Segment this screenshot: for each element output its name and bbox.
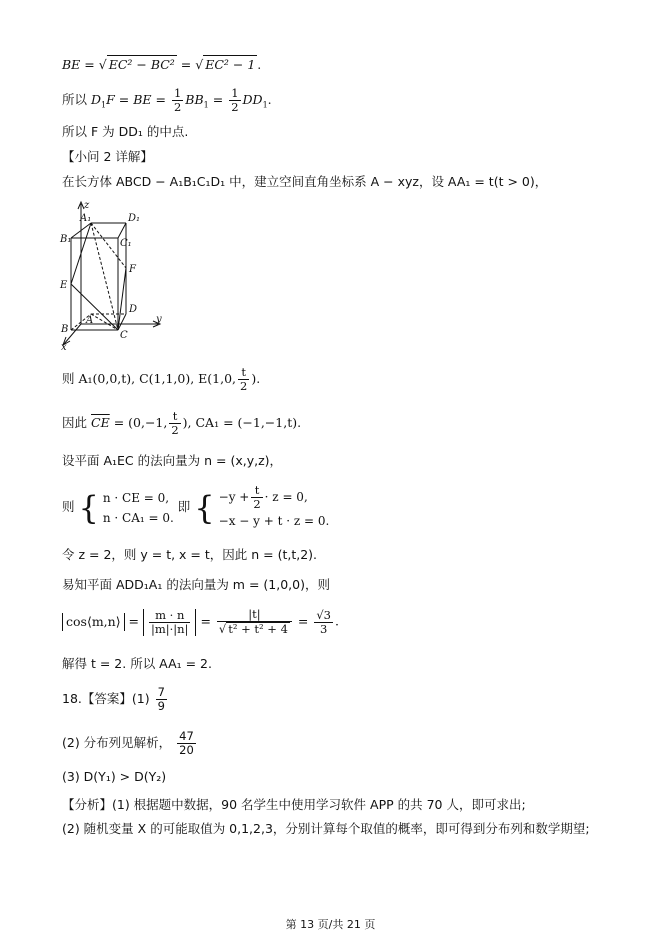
- equation-vectors: [62, 410, 301, 437]
- label-e: E: [60, 280, 68, 291]
- cos-text: cos⟨m,n⟩: [66, 614, 121, 629]
- l9-c-pre: −y +: [218, 490, 250, 504]
- line-set-z: 令 z = 2，则 y = t, x = t，因此 n = (t,t,2).: [62, 547, 318, 562]
- equation-be: BE = √ EC² − BC² = √ EC² − 1 .: [62, 57, 262, 72]
- system-2-row-2: −x − y + t · z = 0.: [218, 514, 330, 528]
- frac-den: 2: [171, 423, 179, 437]
- answer-18-part-3: (3) D(Y₁) > D(Y₂): [62, 769, 167, 784]
- l9-c-post: · z = 0,: [264, 490, 308, 504]
- label-b: B: [61, 324, 69, 335]
- label-a: A: [86, 315, 94, 326]
- system-2: [219, 484, 330, 531]
- frac-den: 20: [179, 743, 194, 757]
- equation-system: [62, 484, 329, 531]
- line-f-midpoint: 所以 F 为 DD₁ 的中点.: [62, 124, 189, 139]
- label-y: y: [156, 314, 162, 325]
- frac-den: 2: [240, 379, 248, 393]
- frac-num: t: [169, 410, 180, 424]
- abs-fraction: [143, 609, 196, 636]
- label-c1: C₁: [120, 238, 132, 249]
- answer-18-part-2: [62, 730, 198, 757]
- sqrt-2: [203, 55, 257, 74]
- label-b1: B₁: [60, 234, 72, 245]
- sqrt-den: t² + t² + 4: [228, 622, 288, 636]
- equation-points: [62, 366, 260, 393]
- frac-num: t: [238, 366, 249, 380]
- frac-num: 7: [157, 685, 165, 699]
- frac-den: 2: [231, 100, 239, 114]
- sqrt-1: [107, 55, 177, 74]
- fraction-t-2: [238, 366, 249, 393]
- frac-num: m · n: [149, 609, 190, 623]
- frac-num: 1: [173, 86, 182, 100]
- line-plane-normal: 易知平面 ADD₁A₁ 的法向量为 m = (1,0,0)，则: [62, 577, 330, 592]
- line-normal-vector: 设平面 A₁EC 的法向量为 n = (x,y,z)，: [62, 453, 283, 468]
- left-brace-1: {: [78, 488, 99, 527]
- fraction-cos-2: [217, 608, 292, 636]
- frac-den: √ t² + t² + 4: [218, 622, 288, 636]
- be-lhs: BE: [62, 57, 81, 72]
- q18-2-text: (2) 分布列见解析，: [62, 735, 172, 750]
- vector-ce: $\overline{CE}$: [91, 415, 110, 430]
- left-brace-2: {: [194, 488, 215, 527]
- analysis-2: (2) 随机变量 X 的可能取值为 0,1,2,3，分别计算每个取值的概率，即可得到分布列和数学期望;: [62, 821, 590, 836]
- system-1-row-2: n · CA₁ = 0.: [102, 510, 174, 525]
- answer-18-part-1: [62, 686, 169, 713]
- fraction-cos-1: [149, 609, 190, 636]
- q18-prefix: 18.【答案】(1): [62, 691, 150, 706]
- label-d: D: [129, 304, 138, 315]
- frac-num: √3: [316, 607, 331, 622]
- frac-den: |m|·|n|: [151, 621, 189, 636]
- frac-num: |t|: [217, 608, 292, 622]
- frac-den: 2: [253, 497, 261, 511]
- page-footer: 第 13 页/共 21 页: [285, 918, 376, 931]
- l6-suffix: ).: [251, 371, 261, 386]
- line-solve-t: 解得 t = 2. 所以 AA₁ = 2.: [62, 656, 212, 671]
- system-2-row-1: [219, 484, 330, 511]
- l9-mid: 即: [177, 499, 191, 514]
- fraction-half-1: [172, 87, 183, 114]
- system-1-row-1: n · CE = 0,: [102, 490, 170, 505]
- fraction-7-9: [156, 686, 167, 713]
- frac-den: 3: [319, 621, 328, 636]
- section-heading-q2: 【小问 2 详解】: [62, 149, 153, 164]
- frac-num: t: [251, 484, 262, 498]
- l2-prefix: 所以: [62, 92, 88, 107]
- label-c: C: [120, 330, 128, 341]
- fraction-cos-3: [314, 609, 333, 636]
- label-f: F: [129, 264, 136, 275]
- l7-mid: = (0,−1,: [113, 415, 168, 430]
- l7-prefix: 因此: [62, 415, 88, 430]
- frac-num: 47: [179, 729, 194, 743]
- l9-prefix: 则: [62, 499, 75, 514]
- frac-den: 2: [173, 100, 182, 114]
- label-d1: D₁: [128, 213, 141, 224]
- equation-d1f: 所以 $D_1F$ = BE = $\frac{1}{2}$ $BB_1$ = $\frac{1}{2}$ $DD_1$.: [62, 86, 272, 114]
- l7-suffix: ), CA₁ = (−1,−1,t).: [182, 415, 302, 430]
- analysis-1: 【分析】(1) 根据题中数据，90 名学生中使用学习软件 APP 的共 70 人，即可求出;: [62, 797, 526, 812]
- equation-cosine: cos⟨m,n⟩ = $\frac{m \cdot n}{|m|\cdot|n|}$ = $\frac{|t|}{\text{√ t² + t² + 4}}$ = $\frac{√3}{3}$ .: [62, 608, 339, 636]
- frac-den: 9: [157, 699, 165, 713]
- abs-cos: [62, 613, 125, 631]
- system-1: [103, 488, 174, 528]
- label-a1: A₁: [80, 213, 92, 224]
- frac-num: 1: [231, 86, 239, 100]
- cuboid-figure: [58, 196, 178, 351]
- line-coordinate-setup: 在长方体 ABCD − A₁B₁C₁D₁ 中，建立空间直角坐标系 A − xyz，设 AA₁ = t(t > 0)，: [62, 174, 548, 189]
- sqrt-2-text: EC² − 1: [205, 57, 256, 72]
- fraction-t-2b: [169, 410, 180, 437]
- fraction-t-2c: [251, 484, 262, 511]
- sqrt-1-text: EC² − BC²: [108, 57, 175, 72]
- fraction-half-2: [229, 87, 240, 114]
- label-x: x: [61, 342, 67, 351]
- label-z: z: [84, 200, 90, 211]
- l2-tail: DD: [242, 92, 263, 107]
- fraction-47-20: [177, 730, 196, 757]
- l6-prefix: 则 A₁(0,0,t), C(1,1,0), E(1,0,: [62, 371, 237, 386]
